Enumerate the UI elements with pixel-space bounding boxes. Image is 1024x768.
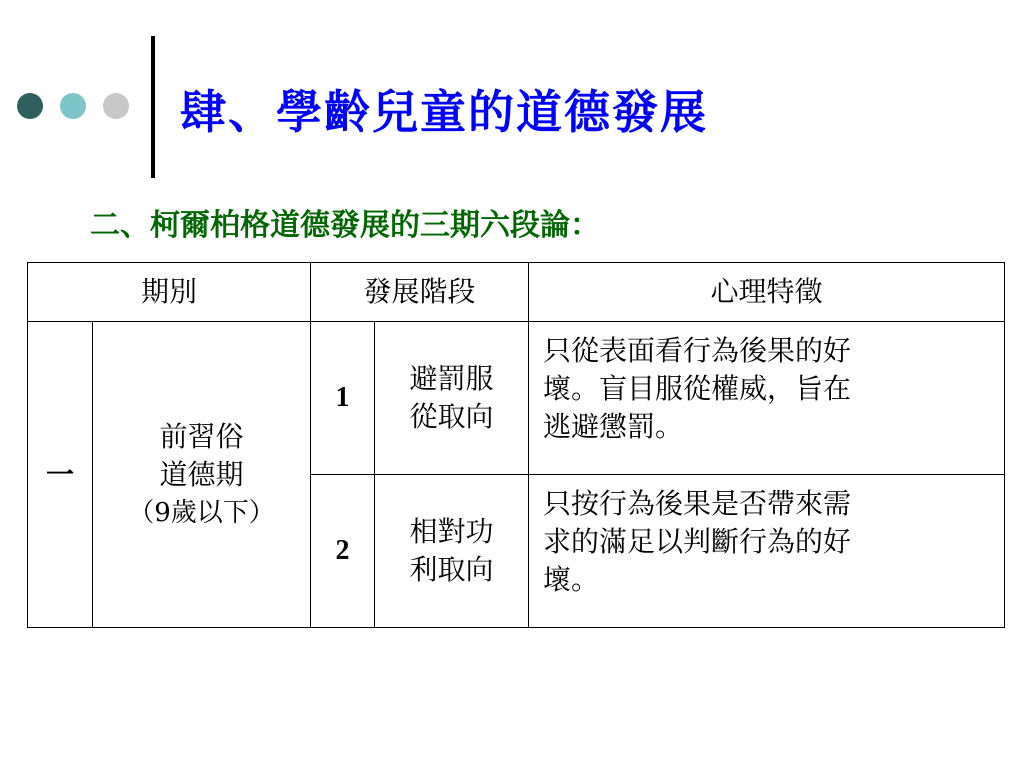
- description-line: 逃避懲罰。: [543, 410, 684, 443]
- stage-name-cell: [375, 475, 529, 628]
- stage-name-line2: 從取向: [409, 400, 494, 433]
- period-name-cell: [93, 322, 311, 628]
- stage-name-cell: [375, 322, 529, 475]
- header-trait: 心理特徵: [529, 263, 1005, 322]
- period-name-line1: 前習俗: [159, 419, 244, 453]
- moral-development-table: [27, 262, 1005, 628]
- description-line: 壞。盲目服從權威，旨在: [543, 372, 852, 405]
- description-line: 壞。: [543, 563, 600, 596]
- stage-name-line1: 相對功: [409, 515, 494, 548]
- stage-number: 2: [311, 475, 375, 628]
- stage-description: [529, 475, 1005, 628]
- stage-number: 1: [311, 322, 375, 475]
- decorative-dot-teal: [60, 93, 86, 119]
- stage-name-line1: 避罰服: [409, 362, 494, 395]
- period-age: （9歲以下）: [128, 497, 275, 528]
- decorative-dot-dark: [17, 93, 43, 119]
- header-period: 期別: [28, 263, 311, 322]
- title-divider-bar: [151, 36, 155, 178]
- slide-subtitle: 二、柯爾柏格道德發展的三期六段論：: [90, 208, 600, 243]
- description-line: 求的滿足以判斷行為的好: [543, 525, 852, 558]
- stage-description: [529, 322, 1005, 475]
- header-stage: 發展階段: [311, 263, 529, 322]
- table-row: [28, 322, 1005, 475]
- decorative-dot-gray: [103, 93, 129, 119]
- description-line: 只從表面看行為後果的好: [543, 334, 852, 367]
- description-line: 只按行為後果是否帶來需: [543, 487, 852, 520]
- stage-name-line2: 利取向: [409, 553, 494, 586]
- period-number: 一: [28, 322, 93, 628]
- period-name-line2: 道德期: [159, 457, 244, 491]
- slide-title: 肆、學齡兒童的道德發展: [180, 85, 708, 139]
- table-header-row: [28, 263, 1005, 322]
